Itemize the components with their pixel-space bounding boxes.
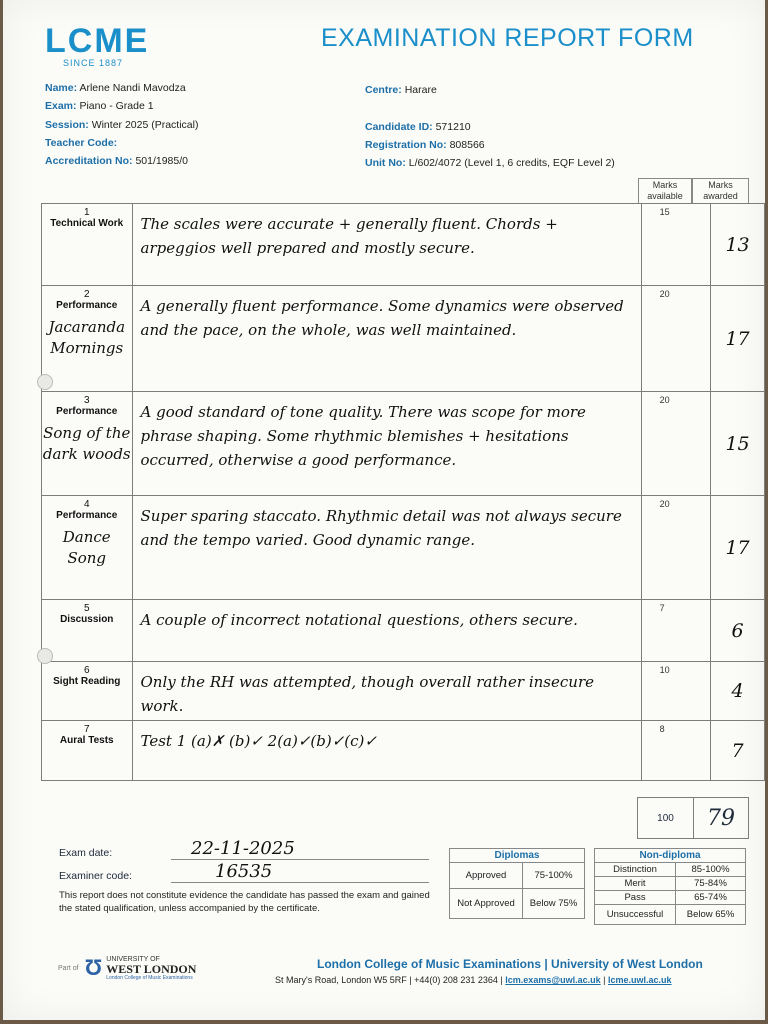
section-cell: [42, 286, 133, 392]
non-diploma-title: Non-diploma: [595, 849, 746, 863]
examiner-comment: A good standard of tone quality. There was scope for more phrase shaping. Some rhythmic blemishes + hesitations occurred, otherwise a good performance.: [132, 392, 641, 496]
section-number: 1: [83, 207, 90, 218]
marks-available: 10: [641, 662, 710, 721]
section-name: Technical Work: [50, 218, 124, 229]
examiner-comment: A couple of incorrect notational questions, others secure.: [132, 600, 641, 662]
report-form: [3, 0, 765, 1020]
footer-contact: [275, 975, 672, 985]
uwl-big: WEST LONDON: [106, 961, 197, 976]
accreditation-label: Accreditation No:: [45, 155, 133, 167]
section-number: 4: [83, 499, 90, 510]
section-cell: [42, 662, 133, 721]
examiner-code-label: Examiner code:: [59, 870, 132, 882]
diploma-label: Approved: [450, 863, 523, 889]
lcme-logo: [45, 24, 149, 68]
marks-available: 20: [641, 392, 710, 496]
piece-title: Dance Song: [62, 528, 111, 567]
section-row: [42, 600, 765, 662]
candidate-id-field: [365, 121, 471, 133]
section-name: Performance: [56, 406, 118, 417]
marks-awarded: 15: [711, 392, 765, 496]
grade-range: 65-74%: [676, 891, 746, 905]
accreditation-field: [45, 155, 188, 167]
examiner-comment: Test 1 (a)✗ (b)✓ 2(a)✓(b)✓(c)✓: [132, 721, 641, 781]
diploma-range: 75-100%: [523, 863, 585, 889]
section-cell: [42, 204, 133, 286]
footer-web-link[interactable]: lcme.uwl.ac.uk: [608, 975, 672, 985]
examiner-comment: Only the RH was attempted, though overall rather insecure work.: [132, 662, 641, 721]
marks-awarded: 7: [711, 721, 765, 781]
section-name: Aural Tests: [59, 735, 114, 746]
uwl-tiny: London College of Music Examinations: [106, 974, 193, 981]
marks-awarded: 6: [711, 600, 765, 662]
footer-email-link[interactable]: lcm.exams@uwl.ac.uk: [505, 975, 601, 985]
diploma-label: Not Approved: [450, 889, 523, 919]
exam-label: Exam:: [45, 100, 77, 112]
marks-table: [41, 203, 765, 781]
marks-available: 20: [641, 496, 710, 600]
exam-field: [45, 100, 154, 112]
grade-range: 75-84%: [676, 877, 746, 891]
footer-address: St Mary's Road, London W5 5RF | +44(0) 208 231 2364 |: [275, 975, 503, 985]
centre-value: Harare: [404, 84, 437, 96]
grade-range: 85-100%: [676, 863, 746, 877]
centre-label: Centre:: [365, 84, 402, 96]
logo-text: LCME: [45, 22, 150, 60]
punch-hole: [37, 374, 53, 390]
total-awarded: 79: [707, 805, 735, 831]
candidate-id-label: Candidate ID:: [365, 121, 433, 133]
name-label: Name:: [45, 82, 78, 94]
punch-hole: [37, 648, 53, 664]
section-number: 6: [83, 665, 90, 676]
section-number: 5: [83, 603, 90, 614]
section-row: [42, 662, 765, 721]
marks-available-header: Marks available: [638, 178, 692, 204]
section-name: Discussion: [60, 614, 114, 625]
section-name: Performance: [56, 300, 118, 311]
grade-label: Distinction: [595, 863, 676, 877]
marks-awarded: 17: [711, 286, 765, 392]
examiner-comment: A generally fluent performance. Some dynamics were observed and the pace, on the whole, was well maintained.: [132, 286, 641, 392]
total-box: [637, 797, 749, 839]
exam-date-value: 22-11-2025: [191, 838, 295, 859]
grade-label: Unsuccessful: [595, 905, 676, 925]
marks-available: 20: [641, 286, 710, 392]
section-row: [42, 496, 765, 600]
exam-value: Piano - Grade 1: [79, 100, 154, 112]
teacher-field: [45, 137, 117, 149]
section-number: 7: [83, 724, 90, 735]
logo-since: SINCE 1887: [63, 58, 124, 68]
examiner-comment: The scales were accurate + generally fluent. Chords + arpeggios well prepared and mostly secure.: [132, 204, 641, 286]
diploma-range: Below 75%: [523, 889, 585, 919]
diplomas-title: Diplomas: [450, 849, 585, 863]
exam-date-underline: [171, 859, 429, 860]
section-row: [42, 204, 765, 286]
name-field: [45, 82, 186, 94]
marks-available: 8: [641, 721, 710, 781]
footer-separator: |: [603, 975, 606, 985]
unit-label: Unit No:: [365, 157, 406, 169]
disclaimer: This report does not constitute evidence the candidate has passed the exam and gained the stated qualification, unless accompanied by the certificate.: [59, 890, 430, 914]
marks-awarded: 4: [711, 662, 765, 721]
grade-label: Pass: [595, 891, 676, 905]
footer-title: London College of Music Examinations | University of West London: [317, 957, 703, 971]
uwl-small: UNIVERSITY OF: [106, 955, 160, 963]
centre-field: [365, 84, 437, 96]
accreditation-value: 501/1985/0: [135, 155, 188, 167]
unit-value: L/602/4072 (Level 1, 6 credits, EQF Level 2): [408, 157, 615, 169]
marks-available: 15: [641, 204, 710, 286]
name-value: Arlene Nandi Mavodza: [79, 82, 186, 94]
section-number: 2: [83, 289, 90, 300]
section-cell: [42, 392, 133, 496]
marks-awarded: 13: [711, 204, 765, 286]
non-diploma-table: [594, 848, 746, 925]
section-cell: [42, 600, 133, 662]
registration-label: Registration No:: [365, 139, 447, 151]
uwl-logo: [58, 955, 196, 981]
unit-field: [365, 157, 615, 169]
section-name: Sight Reading: [53, 676, 121, 687]
examiner-comment: Super sparing staccato. Rhythmic detail was not always secure and the tempo varied. Good dynamic range.: [132, 496, 641, 600]
grade-label: Merit: [595, 877, 676, 891]
teacher-label: Teacher Code:: [45, 137, 118, 149]
candidate-id-value: 571210: [435, 121, 471, 133]
registration-value: 808566: [449, 139, 485, 151]
examiner-code-underline: [171, 882, 429, 883]
marks-awarded: 17: [711, 496, 765, 600]
session-field: [45, 119, 198, 131]
piece-title: Song of the dark woods: [42, 424, 131, 463]
section-cell: [42, 721, 133, 781]
uwl-icon: Ʊ: [84, 955, 103, 980]
diplomas-table: [449, 848, 585, 919]
registration-field: [365, 139, 485, 151]
section-row: [42, 721, 765, 781]
exam-date-label: Exam date:: [59, 847, 113, 859]
part-of-label: Part of: [58, 964, 79, 972]
section-row: [42, 286, 765, 392]
section-row: [42, 392, 765, 496]
form-title: EXAMINATION REPORT FORM: [321, 24, 694, 52]
examiner-code-value: 16535: [215, 861, 273, 882]
section-number: 3: [83, 395, 90, 406]
session-label: Session:: [45, 119, 89, 131]
session-value: Winter 2025 (Practical): [91, 119, 199, 131]
grade-range: Below 65%: [676, 905, 746, 925]
total-available: 100: [638, 798, 694, 838]
marks-awarded-header: Marks awarded: [692, 178, 749, 204]
section-name: Performance: [56, 510, 118, 521]
section-cell: [42, 496, 133, 600]
marks-available: 7: [641, 600, 710, 662]
piece-title: Jacaranda Mornings: [48, 318, 126, 357]
